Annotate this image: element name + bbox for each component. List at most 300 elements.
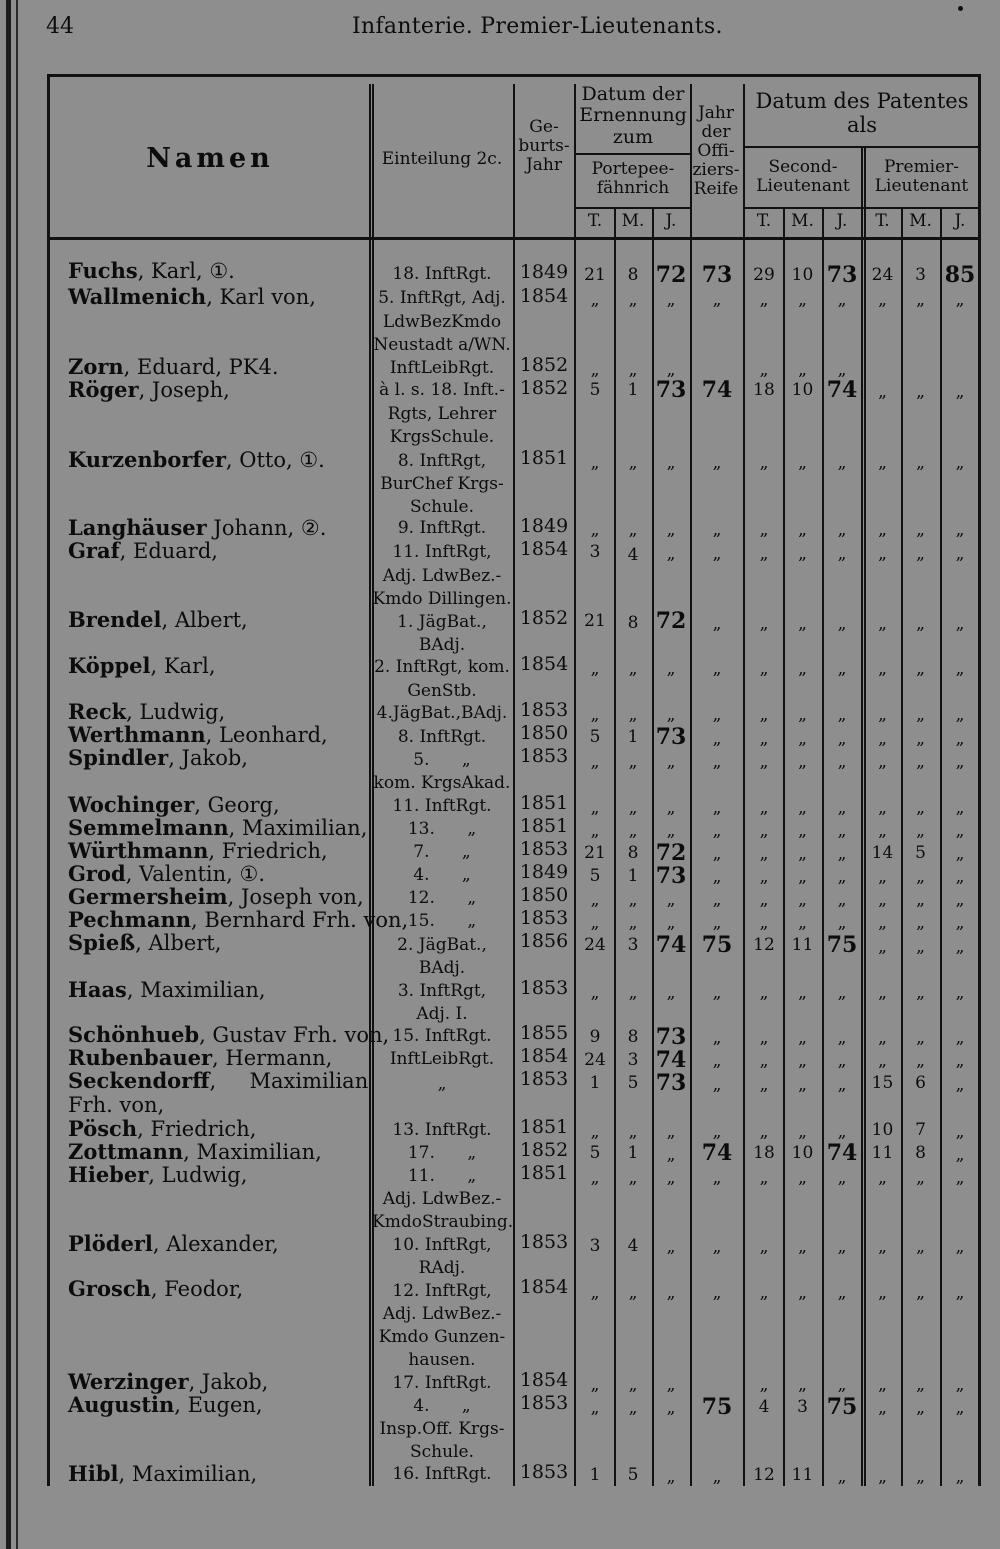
ditto-mark: „ <box>916 1237 925 1257</box>
ditto-mark: „ <box>798 983 807 1003</box>
ditto-mark: „ <box>666 520 676 540</box>
geburtsjahr-cell: 1853 <box>519 745 569 767</box>
ditto-mark: „ <box>837 360 847 380</box>
ditto-mark: „ <box>590 360 600 380</box>
ditto-mark: „ <box>798 1237 807 1257</box>
ditto-mark: „ <box>798 659 807 679</box>
ditto-mark: „ <box>916 382 925 402</box>
header-j-cell: J. <box>954 211 966 231</box>
ditto-mark: „ <box>798 360 807 380</box>
geburtsjahr-cell: 1852 <box>519 607 569 629</box>
date-cell: 10 <box>871 1120 894 1140</box>
date-cell: 4 <box>627 1236 639 1256</box>
ditto-mark: „ <box>878 798 887 818</box>
header-second-lieutenant <box>745 158 861 196</box>
date-cell: 9 <box>589 1027 601 1047</box>
geburtsjahr-cell: 1851 <box>519 792 569 814</box>
given-name: Frh. von, <box>68 1093 165 1117</box>
name-cell <box>68 447 325 472</box>
running-head: Infanterie. Premier-Lieutenants. <box>352 14 723 39</box>
given-name: , Friedrich, <box>137 1117 257 1141</box>
header-t-cell: T. <box>756 211 772 231</box>
date-cell: 73 <box>655 1024 687 1050</box>
einteilung-cell: BurChef Krgs- <box>380 474 504 494</box>
ditto-mark: „ <box>955 1075 965 1095</box>
ditto-mark: „ <box>712 867 722 887</box>
date-cell: 75 <box>826 1394 858 1420</box>
ditto-mark: „ <box>590 1283 600 1303</box>
ditto-mark: „ <box>628 1122 638 1142</box>
ditto-mark: „ <box>955 1375 965 1395</box>
surname: Seckendorff <box>68 1068 210 1093</box>
ditto-mark: „ <box>837 1283 847 1303</box>
ditto-mark: „ <box>916 453 925 473</box>
ditto-mark: „ <box>712 1028 722 1048</box>
einteilung-cell: 4. „ <box>413 1396 471 1416</box>
table-rule <box>576 207 690 209</box>
name-cell <box>68 1068 368 1093</box>
date-cell: 5 <box>589 1143 601 1163</box>
date-cell: 74 <box>655 932 687 958</box>
date-cell: 24 <box>584 1050 606 1070</box>
date-cell: 5 <box>589 380 601 400</box>
ditto-mark: „ <box>712 1467 722 1487</box>
ditto-mark: „ <box>916 1398 925 1418</box>
ditto-mark: „ <box>759 890 769 910</box>
date-cell: 10 <box>791 265 814 285</box>
surname: Werthmann <box>68 722 206 747</box>
ditto-mark: „ <box>628 798 638 818</box>
name-cell <box>68 258 235 283</box>
ditto-mark: „ <box>590 453 600 473</box>
ditto-mark: „ <box>837 983 847 1003</box>
ditto-mark: „ <box>837 867 847 887</box>
ditto-mark: „ <box>759 360 769 380</box>
ditto-mark: „ <box>759 821 769 841</box>
ditto-mark: „ <box>628 453 638 473</box>
ditto-mark: „ <box>837 453 847 473</box>
einteilung-cell: 1. JägBat., <box>397 612 487 632</box>
date-cell: 15 <box>871 1073 894 1093</box>
ditto-mark: „ <box>759 844 769 864</box>
einteilung-cell: 8. InftRgt, <box>397 451 487 471</box>
geburtsjahr-cell: 1854 <box>519 285 569 307</box>
ditto-mark: „ <box>666 1375 676 1395</box>
einteilung-cell: „ <box>437 1074 447 1094</box>
ditto-mark: „ <box>759 1375 769 1395</box>
ditto-mark: „ <box>837 659 847 679</box>
header-premier-line: Lieutenant <box>874 176 969 197</box>
einteilung-cell: Adj. LdwBez.- <box>382 566 502 586</box>
ditto-mark: „ <box>628 890 638 910</box>
date-cell: 4 <box>627 545 639 565</box>
header-ernennung-line: zum <box>612 125 654 148</box>
date-cell: 74 <box>701 1140 733 1166</box>
einteilung-cell: Neustadt a/WN. <box>373 335 511 355</box>
ditto-mark: „ <box>712 1283 722 1303</box>
einteilung-cell: 4.JägBat.,BAdj. <box>376 703 508 723</box>
date-cell: 1 <box>589 1465 601 1485</box>
ditto-mark: „ <box>955 844 965 864</box>
geburtsjahr-cell: 1851 <box>519 1162 569 1184</box>
date-cell: 18 <box>753 1143 775 1163</box>
ditto-mark: „ <box>916 1051 925 1071</box>
date-cell: 3 <box>797 1397 808 1417</box>
ditto-mark: „ <box>798 729 807 749</box>
header-second-line: Second- <box>768 157 838 177</box>
ditto-mark: „ <box>916 821 925 841</box>
name-cell <box>68 538 218 563</box>
ditto-mark: „ <box>916 544 925 564</box>
given-name: , Albert, <box>135 931 222 955</box>
header-reife-line: der <box>701 122 731 143</box>
header-datum-patentes <box>745 90 979 137</box>
date-cell: 75 <box>826 932 858 958</box>
header-ernennung-line: Datum der <box>581 83 685 105</box>
ditto-mark: „ <box>628 1398 638 1418</box>
ditto-mark: „ <box>590 520 600 540</box>
einteilung-cell: 15. InftRgt. <box>392 1026 492 1046</box>
name-cell <box>68 792 280 817</box>
header-j-cell: J. <box>836 211 848 231</box>
ditto-mark: „ <box>712 1122 722 1142</box>
given-name: , Karl von, <box>206 285 316 309</box>
ditto-mark: „ <box>712 290 722 310</box>
geburtsjahr-cell: 1852 <box>519 1139 569 1161</box>
ditto-mark: „ <box>837 844 847 864</box>
header-geburtsjahr-line: Ge- <box>529 117 559 137</box>
name-cell <box>68 815 367 840</box>
ditto-mark: „ <box>666 752 676 772</box>
ditto-mark: „ <box>759 1075 769 1095</box>
surname: Plöderl <box>68 1231 153 1256</box>
ditto-mark: „ <box>628 983 638 1003</box>
date-cell: 1 <box>627 380 639 400</box>
header-m-cell: M. <box>909 211 932 231</box>
date-cell: 3 <box>915 265 926 285</box>
ditto-mark: „ <box>916 659 925 679</box>
ditto-mark: „ <box>798 290 807 310</box>
ditto-mark: „ <box>878 614 887 634</box>
ditto-mark: „ <box>955 290 965 310</box>
header-jahr-reife <box>692 104 740 199</box>
ink-dot <box>958 6 963 11</box>
ditto-mark: „ <box>798 1075 807 1095</box>
ditto-mark: „ <box>837 729 847 749</box>
ditto-mark: „ <box>712 821 722 841</box>
einteilung-cell: 2. InftRgt, kom. <box>374 657 510 677</box>
surname: Pechmann <box>68 907 192 932</box>
date-cell: 4 <box>758 1397 770 1417</box>
given-name: , Ludwig, <box>148 1163 248 1187</box>
date-cell: 14 <box>871 843 894 863</box>
given-name: , Friedrich, <box>208 839 328 863</box>
einteilung-cell: 15. „ <box>407 911 477 931</box>
surname: Haas <box>68 977 127 1002</box>
ditto-mark: „ <box>666 1122 676 1142</box>
ditto-mark: „ <box>798 614 807 634</box>
ditto-mark: „ <box>798 544 807 564</box>
ditto-mark: „ <box>666 1283 676 1303</box>
given-name: , Valentin, ①. <box>125 862 266 886</box>
date-cell: 3 <box>589 1236 601 1256</box>
date-cell: 75 <box>701 932 733 958</box>
ditto-mark: „ <box>878 1375 887 1395</box>
date-cell: 11 <box>791 935 814 955</box>
ditto-mark: „ <box>759 867 769 887</box>
ditto-mark: „ <box>666 360 676 380</box>
ditto-mark: „ <box>666 290 676 310</box>
ditto-mark: „ <box>628 1168 638 1188</box>
given-name: , Karl, <box>150 654 216 678</box>
ditto-mark: „ <box>628 290 638 310</box>
geburtsjahr-cell: 1850 <box>519 722 569 744</box>
einteilung-cell: Rgts, Lehrer <box>387 404 497 424</box>
surname: Reck <box>68 699 127 724</box>
einteilung-cell: 11. InftRgt. <box>392 796 492 816</box>
surname: Hieber <box>68 1162 149 1187</box>
ditto-mark: „ <box>798 453 807 473</box>
ditto-mark: „ <box>712 1051 722 1071</box>
date-cell: 21 <box>584 843 606 863</box>
ditto-mark: „ <box>666 1398 676 1418</box>
date-cell: 24 <box>584 935 606 955</box>
ditto-mark: „ <box>916 729 925 749</box>
ditto-mark: „ <box>955 382 965 402</box>
ditto-mark: „ <box>878 1051 887 1071</box>
name-cell <box>68 861 265 886</box>
ditto-mark: „ <box>878 821 887 841</box>
ditto-mark: „ <box>628 520 638 540</box>
table-rule <box>50 237 980 240</box>
header-m-cell: M. <box>791 211 814 231</box>
ditto-mark: „ <box>878 983 887 1003</box>
ditto-mark: „ <box>955 867 965 887</box>
ditto-mark: „ <box>878 937 887 957</box>
einteilung-cell: 3. InftRgt, <box>397 981 487 1001</box>
surname: Köppel <box>68 653 151 678</box>
page-number: 44 <box>46 14 74 39</box>
date-cell: 73 <box>826 262 858 288</box>
surname: Wochinger <box>68 792 195 817</box>
geburtsjahr-cell: 1853 <box>519 838 569 860</box>
name-cell <box>68 884 364 909</box>
ditto-mark: „ <box>590 913 600 933</box>
geburtsjahr-cell: 1849 <box>519 515 569 537</box>
ditto-mark: „ <box>878 729 887 749</box>
ditto-mark: „ <box>712 752 722 772</box>
name-cell <box>68 1093 164 1117</box>
ditto-mark: „ <box>666 821 676 841</box>
date-cell: 1 <box>627 1143 639 1163</box>
page-binding-edge <box>6 0 11 1549</box>
einteilung-cell: 8. InftRgt. <box>397 727 487 747</box>
ditto-mark: „ <box>916 1283 925 1303</box>
einteilung-cell: KmdoStraubing. <box>372 1212 514 1232</box>
geburtsjahr-cell: 1849 <box>519 261 569 283</box>
ditto-mark: „ <box>916 752 925 772</box>
ditto-mark: „ <box>628 913 638 933</box>
surname: Hibl <box>68 1461 119 1486</box>
ditto-mark: „ <box>759 983 769 1003</box>
ditto-mark: „ <box>712 844 722 864</box>
ditto-mark: „ <box>955 1145 965 1165</box>
date-cell: 10 <box>791 1143 814 1163</box>
ditto-mark: „ <box>955 729 965 749</box>
ditto-mark: „ <box>590 290 600 310</box>
ditto-mark: „ <box>916 1028 925 1048</box>
ditto-mark: „ <box>916 983 925 1003</box>
ditto-mark: „ <box>759 453 769 473</box>
ditto-mark: „ <box>916 867 925 887</box>
ditto-mark: „ <box>759 798 769 818</box>
ditto-mark: „ <box>712 890 722 910</box>
einteilung-cell: 11. InftRgt, <box>392 542 492 562</box>
geburtsjahr-cell: 1852 <box>519 354 569 376</box>
ditto-mark: „ <box>878 1237 887 1257</box>
geburtsjahr-cell: 1853 <box>519 977 569 999</box>
ditto-mark: „ <box>798 844 807 864</box>
ditto-mark: „ <box>837 798 847 818</box>
date-cell: 24 <box>871 265 894 285</box>
name-cell <box>68 284 316 309</box>
ditto-mark: „ <box>955 1467 965 1487</box>
date-cell: 10 <box>791 380 814 400</box>
name-cell <box>68 1045 332 1070</box>
date-cell: 74 <box>701 377 733 403</box>
ditto-mark: „ <box>628 1375 638 1395</box>
date-cell: 73 <box>655 863 687 889</box>
given-name: , Hermann, <box>212 1046 333 1070</box>
date-cell: 8 <box>627 265 639 285</box>
ditto-mark: „ <box>628 659 638 679</box>
ditto-mark: „ <box>590 983 600 1003</box>
einteilung-cell: Kmdo Gunzen- <box>378 1327 506 1347</box>
surname: Spindler <box>68 745 169 770</box>
ditto-mark: „ <box>916 614 925 634</box>
name-cell <box>68 1392 263 1417</box>
date-cell: 85 <box>944 262 976 288</box>
ditto-mark: „ <box>712 798 722 818</box>
date-cell: 72 <box>655 840 687 866</box>
header-geburtsjahr-line: Jahr <box>525 155 563 176</box>
einteilung-cell: 5. InftRgt, Adj. <box>378 288 506 308</box>
header-patentes-line: Datum des Patentes <box>755 89 969 113</box>
given-name: , Georg, <box>194 793 280 817</box>
date-cell: 8 <box>915 1143 926 1163</box>
date-cell: 11 <box>871 1143 894 1163</box>
ditto-mark: „ <box>837 1237 847 1257</box>
ditto-mark: „ <box>798 752 807 772</box>
ditto-mark: „ <box>590 1398 600 1418</box>
ditto-mark: „ <box>798 821 807 841</box>
ditto-mark: „ <box>916 1467 925 1487</box>
table-rule <box>369 84 371 1486</box>
ditto-mark: „ <box>666 705 676 725</box>
einteilung-cell: Adj. LdwBez.- <box>382 1304 502 1324</box>
date-cell: 21 <box>584 611 606 631</box>
date-cell: 21 <box>584 265 606 285</box>
header-j-cell: J. <box>665 211 677 231</box>
einteilung-cell: 17. InftRgt. <box>392 1373 492 1393</box>
einteilung-cell: 5. „ <box>413 750 471 770</box>
geburtsjahr-cell: 1851 <box>519 815 569 837</box>
given-name: , Jakob, <box>168 746 248 770</box>
ditto-mark: „ <box>878 659 887 679</box>
geburtsjahr-cell: 1853 <box>519 1392 569 1414</box>
surname: Grod <box>68 861 126 886</box>
surname: Kurzenborfer <box>68 447 226 472</box>
ditto-mark: „ <box>666 659 676 679</box>
ditto-mark: „ <box>628 360 638 380</box>
ditto-mark: „ <box>628 752 638 772</box>
name-cell <box>68 930 221 955</box>
date-cell: 18 <box>753 380 775 400</box>
einteilung-cell: KrgsSchule. <box>389 427 495 447</box>
ditto-mark: „ <box>712 1237 722 1257</box>
ditto-mark: „ <box>837 520 847 540</box>
einteilung-cell: Adj. LdwBez.- <box>382 1189 502 1209</box>
ditto-mark: „ <box>712 659 722 679</box>
ditto-mark: „ <box>798 520 807 540</box>
header-portepee-line: fähnrich <box>596 178 670 199</box>
date-cell: 5 <box>589 866 601 886</box>
name-cell <box>68 1162 247 1187</box>
einteilung-cell: RAdj. <box>418 1258 466 1278</box>
date-cell: 8 <box>627 613 639 633</box>
ditto-mark: „ <box>955 1122 965 1142</box>
geburtsjahr-cell: 1853 <box>519 699 569 721</box>
ditto-mark: „ <box>878 1283 887 1303</box>
ditto-mark: „ <box>798 1168 807 1188</box>
ditto-mark: „ <box>712 520 722 540</box>
ditto-mark: „ <box>837 1168 847 1188</box>
ditto-mark: „ <box>712 544 722 564</box>
ditto-mark: „ <box>878 382 887 402</box>
ditto-mark: „ <box>759 659 769 679</box>
given-name: Johann, ②. <box>206 516 327 540</box>
einteilung-cell: 9. InftRgt. <box>397 518 487 538</box>
ditto-mark: „ <box>666 798 676 818</box>
date-cell: 73 <box>701 262 733 288</box>
ditto-mark: „ <box>955 1028 965 1048</box>
header-reife-line: Reife <box>693 179 739 200</box>
ditto-mark: „ <box>759 1028 769 1048</box>
ditto-mark: „ <box>798 1051 807 1071</box>
ditto-mark: „ <box>955 821 965 841</box>
ditto-mark: „ <box>666 1467 676 1487</box>
surname: Würthmann <box>68 838 209 863</box>
einteilung-cell: 16. InftRgt. <box>392 1464 492 1484</box>
surname: Langhäuser <box>68 515 207 540</box>
geburtsjahr-cell: 1850 <box>519 884 569 906</box>
given-name: , Ludwig, <box>126 700 226 724</box>
ditto-mark: „ <box>666 1145 676 1165</box>
ditto-mark: „ <box>759 913 769 933</box>
ditto-mark: „ <box>798 890 807 910</box>
ditto-mark: „ <box>759 1168 769 1188</box>
ditto-mark: „ <box>712 983 722 1003</box>
given-name: , Alexander, <box>152 1232 279 1256</box>
geburtsjahr-cell: 1851 <box>519 1116 569 1138</box>
surname: Germersheim <box>68 884 228 909</box>
ditto-mark: „ <box>837 1028 847 1048</box>
geburtsjahr-cell: 1849 <box>519 861 569 883</box>
date-cell: 5 <box>627 1465 639 1485</box>
ditto-mark: „ <box>955 1283 965 1303</box>
date-cell: 6 <box>915 1073 926 1093</box>
name-cell <box>68 1231 279 1256</box>
